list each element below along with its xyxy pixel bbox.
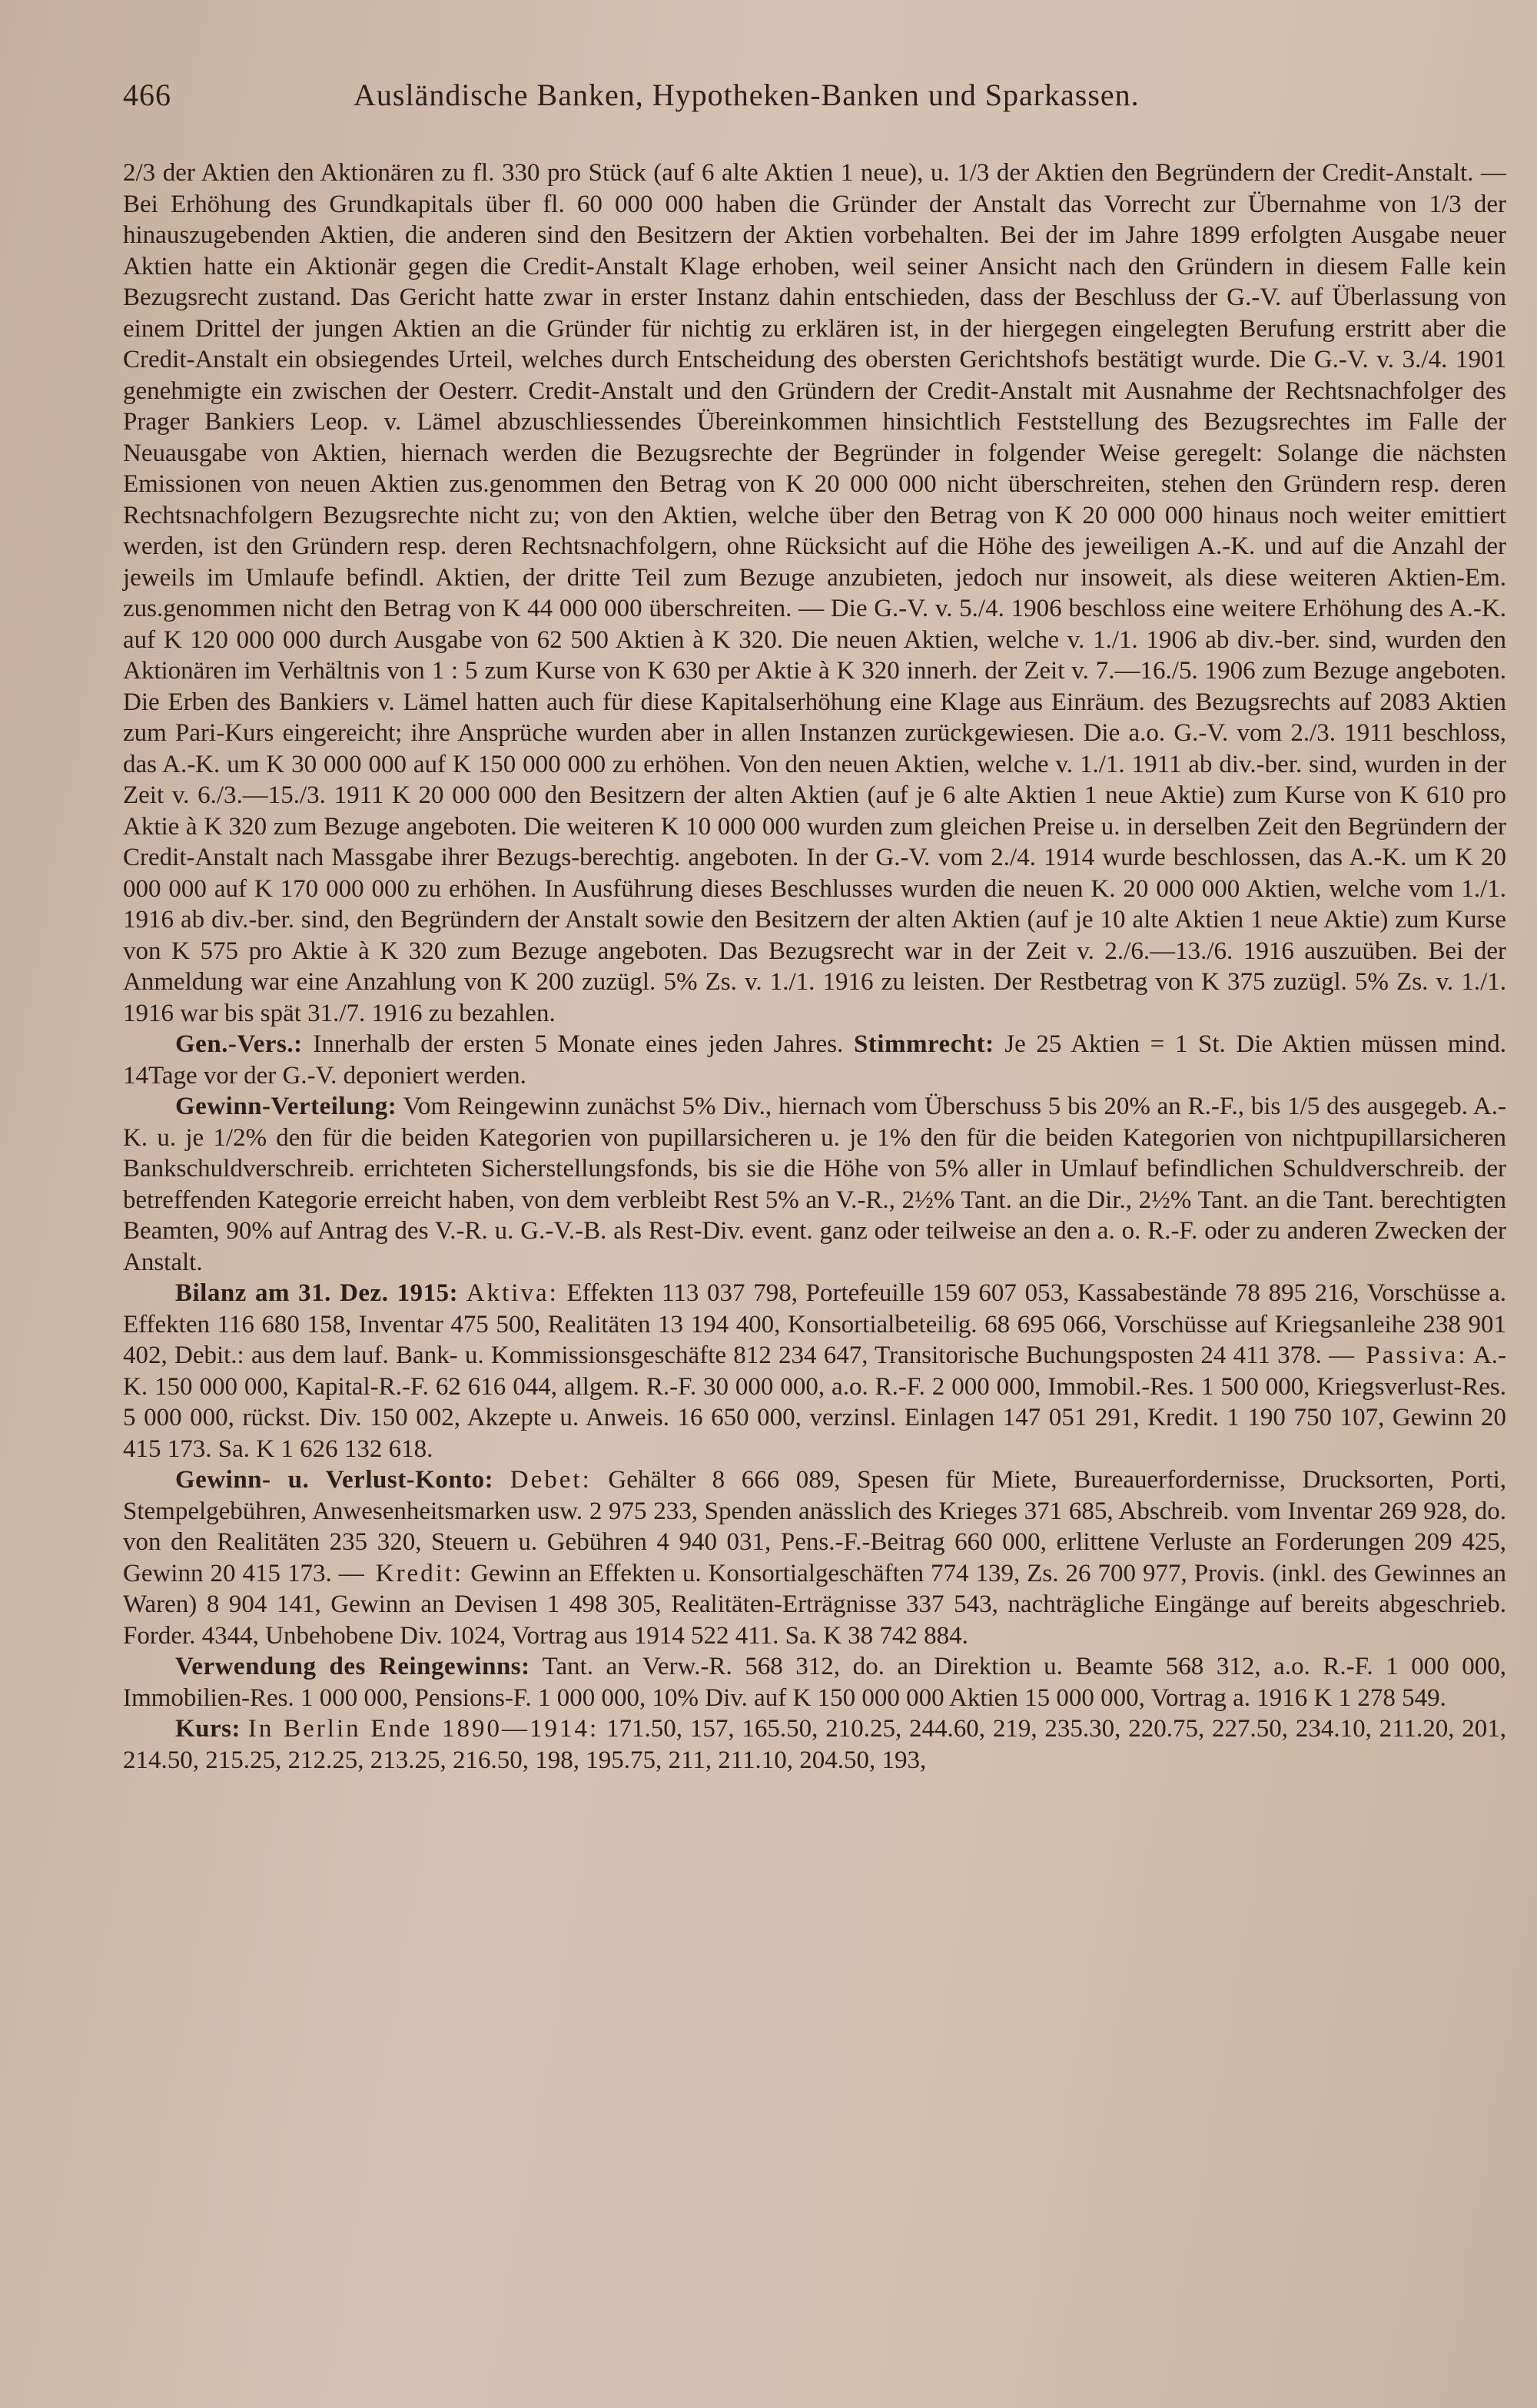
paragraph-bilanz [123,1278,1506,1464]
kurs-intro: In Berlin Ende 1890—1914: [247,1715,599,1743]
aktiva-label: Aktiva: [466,1279,559,1307]
paragraph-gen-vers [123,1029,1506,1091]
gewinn-verteilung-text: Vom Reingewinn zunächst 5% Div., hiernach vom Überschuss 5 bis 20% an R.-F., bis 1/5 des ausgegeb. A.-K. u. je 1/2% den für die beiden Kategorien von pupillarsicheren u. je 1% den für die beiden Kategorien von nichtpupillarsicheren Bankschuldverschreib. errichteten Sicherstellungsfonds, bis sie die Höhe von 5% aller in Umlauf befindlichen Schuldverschreib. der betreffenden Kategorie erreicht haben, von dem verbleibt Rest 5% an V.-R., 2½% Tant. an die Dir., 2½% Tant. an die Tant. berechtigten Beamten, 90% auf Antrag des V.-R. u. G.-V.-B. als Rest-Div. event. ganz oder teilweise an den a. o. R.-F. oder zu anderen Zwecken der Anstalt. [123,1093,1506,1276]
paragraph-verwendung [123,1651,1506,1713]
debet-text: Gehälter 8 666 089, Spesen für Miete, Bureauerfordernisse, Drucksorten, Porti, Stempelgebühren, Anwesenheitsmarken usw. 2 975 233, Spenden anässlich des Krieges 371 685, Abschreib. vom Inventar 269 928, do. von den Realitäten 235 320, Steuern u. Gebühren 4 940 031, Pens.-F.-Beitrag 660 000, erlittene Verluste an Forderungen 209 425, Gewinn 20 415 173. [123,1466,1506,1587]
verwendung-label: Verwendung des Reingewinns: [175,1653,530,1680]
kredit-label: — Kredit: [338,1559,464,1587]
body-text [123,158,1506,1776]
passiva-text: A.-K. 150 000 000, Kapital-R.-F. 62 616 044, allgem. R.-F. 30 000 000, a.o. R.-F. 2 000 000, Immobil.-Res. 1 500 000, Kriegsverlust-Res. 5 000 000, rückst. Div. 150 002, Akzepte u. Anweis. 16 650 000, verzinsl. Einlagen 147 051 291, Kredit. 1 190 750 107, Gewinn 20 415 173. Sa. K 1 626 132 618. [123,1342,1507,1463]
page-number: 466 [123,78,171,112]
paragraph-bezugsrecht: 2/3 der Aktien den Aktionären zu fl. 330 pro Stück (auf 6 alte Aktien 1 neue), u. 1/3 der Aktien den Begründern der Credit-Anstalt. — Bei Erhöhung des Grundkapitals über fl. 60 000 000 haben die Gründer der Anstalt das Vorrecht zur Übernahme von 1/3 der hinauszugebenden Aktien, die anderen sind den Besitzern der Aktien vorbehalten. Bei der im Jahre 1899 erfolgten Ausgabe neuer Aktien hatte ein Aktionär gegen die Credit-Anstalt Klage erhoben, weil seiner Ansicht nach den Gründern in diesem Falle kein Bezugsrecht zustand. Das Gericht hatte zwar in erster Instanz dahin entschieden, dass der Beschluss der G.-V. auf Überlassung von einem Drittel der jungen Aktien an die Gründer für nichtig zu erklären ist, in der hiergegen eingelegten Berufung erstritt aber die Credit-Anstalt ein obsiegendes Urteil, welches durch Entscheidung des obersten Gerichtshofs bestätigt wurde. Die G.-V. v. 3./4. 1901 genehmigte ein zwischen der Oesterr. Credit-Anstalt und den Gründern der Credit-Anstalt mit Ausnahme der Rechtsnachfolger des Prager Bankiers Leop. v. Lämel abzuschliessendes Übereinkommen hinsichtlich Feststellung des Bezugsrechtes im Falle der Neuausgabe von Aktien, hiernach werden die Bezugsrechte der Begründer in folgender Weise geregelt: Solange die nächsten Emissionen von neuen Aktien zus.genommen den Betrag von K 20 000 000 nicht überschreiten, stehen den Gründern resp. deren Rechtsnachfolgern Bezugsrechte nicht zu; von den Aktien, welche über den Betrag von K 20 000 000 hinaus noch weiter emittiert werden, ist den Gründern resp. deren Rechtsnachfolgern, ohne Rücksicht auf die Höhe des jeweiligen A.-K. und auf die Anzahl der jeweils im Umlaufe befindl. Aktien, der dritte Teil zum Bezuge anzubieten, jedoch nur insoweit, als diese weiteren Aktien-Em. zus.genommen nicht den Betrag von K 44 000 000 überschreiten. — Die G.-V. v. 5./4. 1906 beschloss eine weitere Erhöhung des A.-K. auf K 120 000 000 durch Ausgabe von 62 500 Aktien à K 320. Die neuen Aktien, welche v. 1./1. 1906 ab div.-ber. sind, wurden den Aktionären im Verhältnis von 1 : 5 zum Kurse von K 630 per Aktie à K 320 innerh. der Zeit v. 7.—16./5. 1906 zum Bezuge angeboten. Die Erben des Bankiers v. Lämel hatten auch für diese Kapitalserhöhung eine Klage aus Einräum. des Bezugsrechts auf 2083 Aktien zum Pari-Kurs eingereicht; ihre Ansprüche wurden aber in allen Instanzen zurückgewiesen. Die a.o. G.-V. vom 2./3. 1911 beschloss, das A.-K. um K 30 000 000 auf K 150 000 000 zu erhöhen. Von den neuen Aktien, welche v. 1./1. 1911 ab div.-ber. sind, wurden in der Zeit v. 6./3.—15./3. 1911 K 20 000 000 den Besitzern der alten Aktien (auf je 6 alte Aktien 1 neue Aktie) zum Kurse von K 610 pro Aktie à K 320 zum Bezuge angeboten. Die weiteren K 10 000 000 wurden zum gleichen Preise u. in derselben Zeit den Begründern der Credit-Anstalt nach Massgabe ihrer Bezugs-berechtig. angeboten. In der G.-V. vom 2./4. 1914 wurde beschlossen, das A.-K. um K 20 000 000 auf K 170 000 000 zu erhöhen. In Ausführung dieses Beschlusses wurden die neuen K. 20 000 000 Aktien, welche vom 1./1. 1916 ab div.-ber. sind, den Begründern der Anstalt sowie den Besitzern der alten Aktien (auf je 10 alte Aktien 1 neue Aktie) zum Kurse von K 575 pro Aktie à K 320 zum Bezuge angeboten. Das Bezugsrecht war in der Zeit v. 2./6.—13./6. 1916 auszuüben. Bei der Anmeldung war eine Anzahlung von K 200 zuzügl. 5% Zs. v. 1./1. 1916 zu leisten. Der Restbetrag von K 375 zuzügl. 5% Zs. v. 1./1. 1916 war bis spät 31./7. 1916 zu bezahlen. [123,159,1506,1027]
paragraph-kurs [123,1713,1506,1776]
kurs-label: Kurs: [175,1715,241,1743]
bilanz-label: Bilanz am 31. Dez. 1915: [175,1279,459,1307]
page-header [123,77,1506,123]
stimmrecht-text: Je 25 Aktien = 1 St. Die Aktien müssen mind. 14Tage vor der G.-V. deponiert werden. [123,1030,1507,1090]
running-title: Ausländische Banken, Hypotheken-Banken und Sparkassen. [354,78,1140,112]
aktiva-text: Effekten 113 037 798, Portefeuille 159 607 053, Kassabestände 78 895 216, Vorschüsse a. Effekten 116 680 158, Inventar 475 500, Realitäten 13 194 400, Konsortialbeteilig. 68 695 066, Vorschüsse auf Kriegsanleihe 238 901 402, Debit.: aus dem lauf. Bank- u. Kommissionsgeschäfte 812 234 647, Transitorische Buchungsposten 24 411 378. [123,1279,1507,1369]
paragraph-gewinn-verlust [123,1464,1506,1651]
stimmrecht-label: Stimmrecht: [853,1030,994,1058]
document-page [123,77,1506,1776]
verwendung-text: Tant. an Verw.-R. 568 312, do. an Direktion u. Beamte 568 312, a.o. R.-F. 1 000 000, Immobilien-Res. 1 000 000, Pensions-F. 1 000 000, 10% Div. auf K 150 000 000 Aktien 15 000 000, Vortrag a. 1916 K 1 278 549. [123,1653,1507,1712]
gen-vers-label: Gen.-Vers.: [175,1030,303,1058]
kurs-values: 171.50, 157, 165.50, 210.25, 244.60, 219, 235.30, 220.75, 227.50, 234.10, 211.20, 201, 214.50, 215.25, 212.25, 213.25, 216.50, 198, 195.75, 211, 211.10, 204.50, 193, [123,1715,1507,1774]
gewinn-verteilung-label: Gewinn-Verteilung: [175,1093,397,1120]
debet-label: Debet: [510,1466,592,1494]
guv-label: Gewinn- u. Verlust-Konto: [175,1466,494,1494]
gen-vers-text: Innerhalb der ersten 5 Monate eines jeden Jahres. [313,1030,844,1058]
kredit-text: Gewinn an Effekten u. Konsortialgeschäften 774 139, Zs. 26 700 977, Provis. (inkl. des Gewinnes an Waren) 8 904 141, Gewinn an Devisen 1 498 305, Realitäten-Erträgnisse 337 543, nachträgliche Eingänge auf bereits abgeschrieb. Forder. 4344, Unbehobene Div. 1024, Vortrag aus 1914 522 411. Sa. K 38 742 884. [123,1559,1506,1650]
passiva-label: — Passiva: [1329,1342,1468,1369]
paragraph-gewinn-verteilung [123,1091,1506,1278]
